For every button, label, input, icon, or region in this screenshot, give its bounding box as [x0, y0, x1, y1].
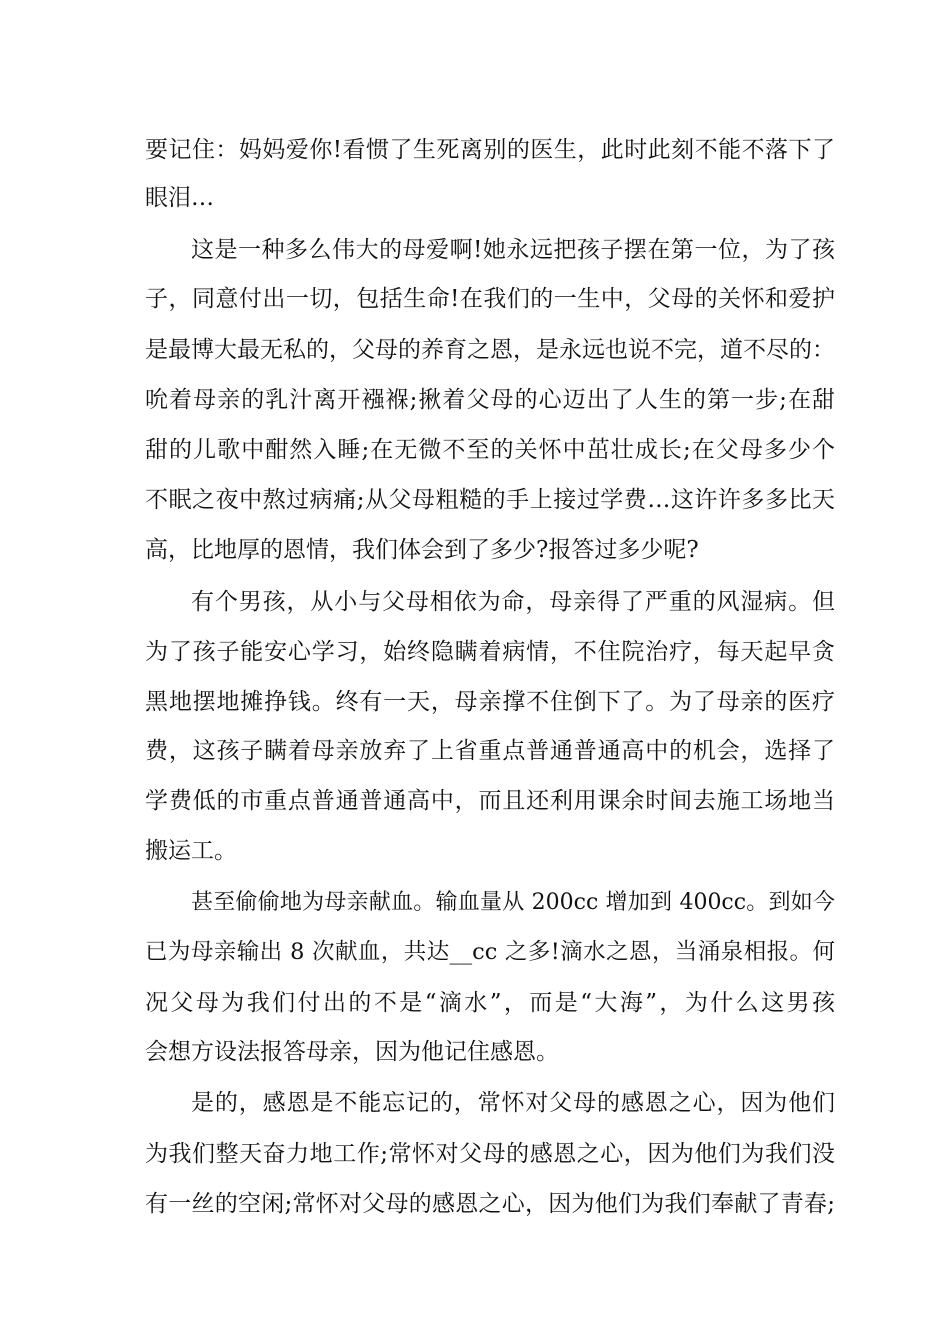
text-line: 甜的儿歌中酣然入睡;在无微不至的关怀中茁壮成长;在父母多少个: [145, 437, 835, 463]
text-line: 有一丝的空闲;常怀对父母的感恩之心，因为他们为我们奉献了青春;: [145, 1191, 835, 1217]
text-line: 甚至偷偷地为母亲献血。输血量从 200cc 增加到 400cc。到如今: [191, 890, 835, 915]
text-line: 况父母为我们付出的不是“滴水”，而是“大海”，为什么这男孩: [145, 990, 835, 1016]
text-line: 有个男孩，从小与父母相依为命，母亲得了严重的风湿病。但: [191, 589, 835, 615]
text-line: 这是一种多么伟大的母爱啊!她永远把孩子摆在第一位，为了孩: [191, 237, 835, 263]
text-line: 黑地摆地摊挣钱。终有一天，母亲撑不住倒下了。为了母亲的医疗: [145, 689, 835, 715]
text-line: 是的，感恩是不能忘记的，常怀对父母的感恩之心，因为他们: [191, 1090, 835, 1116]
text-line: 不眠之夜中熬过病痛;从父母粗糙的手上接过学费…这许许多多比天: [145, 487, 835, 513]
text-line: 费，这孩子瞒着母亲放弃了上省重点普通普通高中的机会，选择了: [145, 738, 835, 764]
text-line: 吮着母亲的乳汁离开襁褓;揪着父母的心迈出了人生的第一步;在甜: [145, 387, 835, 413]
text-line: 学费低的市重点普通普通高中，而且还利用课余时间去施工场地当: [145, 788, 835, 814]
text-line: 为了孩子能安心学习，始终隐瞒着病情，不住院治疗，每天起早贪: [145, 639, 835, 665]
text-line: 子，同意付出一切，包括生命!在我们的一生中，父母的关怀和爱护: [145, 286, 835, 312]
text-line: 眼泪…: [145, 185, 214, 211]
text-line: 已为母亲输出 8 次献血，共达__cc 之多!滴水之恩，当涌泉相报。何: [145, 939, 835, 965]
text-line: 要记住：妈妈爱你!看惯了生死离别的医生，此时此刻不能不落下了: [145, 137, 835, 163]
text-line: 搬运工。: [145, 838, 237, 864]
text-line: 会想方设法报答母亲，因为他记住感恩。: [145, 1039, 559, 1065]
text-line: 为我们整天奋力地工作;常怀对父母的感恩之心，因为他们为我们没: [145, 1141, 835, 1167]
text-line: 是最博大最无私的，父母的养育之恩，是永远也说不完，道不尽的：: [145, 337, 835, 363]
text-line: 高，比地厚的恩情，我们体会到了多少?报答过多少呢?: [145, 537, 699, 563]
